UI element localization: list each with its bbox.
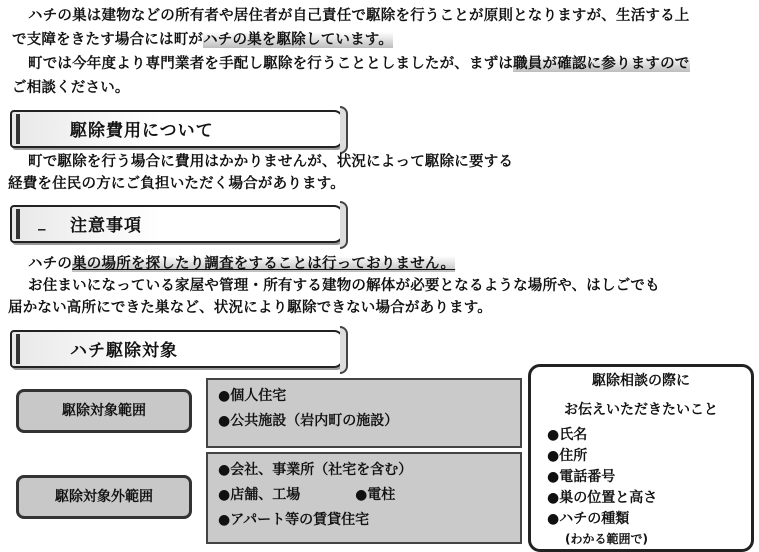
- contact-title-2: お伝えいただきたいこと: [564, 402, 718, 418]
- list-item: ●氏名: [547, 427, 588, 443]
- caution-line-1: ハチの巣の場所を探したり調査をすることは行っておりません。: [28, 256, 456, 272]
- intro-line-1: ハチの巣は建物などの所有者や居住者が自己責任で駆除を行うことが原則となりますが、生活する上: [28, 8, 690, 24]
- list-item: ●巣の位置と高さ: [547, 490, 658, 506]
- cost-line-1: 町で駆除を行う場合に費用はかかりませんが、状況によって駆除に要する: [28, 154, 514, 170]
- intro-line-3: 町では今年度より専門業者を手配し駆除を行うこととしましたが、まずは職員が確認に参りますので: [28, 56, 690, 72]
- list-item: ●住所: [547, 448, 588, 464]
- list-item: ●電柱: [355, 487, 396, 503]
- cost-section-banner: [10, 110, 344, 148]
- scope-in-list: [206, 378, 522, 448]
- list-item: ●ハチの種類: [547, 511, 630, 527]
- cost-line-2: 経費を住民の方にご負担いただく場合があります。: [8, 176, 345, 192]
- target-section-title: ハチ駆除対象: [70, 341, 178, 361]
- contact-note: (わかる範囲で): [565, 532, 648, 546]
- list-item: ●電話番号: [547, 469, 616, 485]
- contact-list: [547, 425, 751, 530]
- scope-out-label: 駆除対象外範囲: [16, 475, 192, 519]
- cost-section-title: 駆除費用について: [70, 121, 214, 141]
- caution-marker: _: [38, 213, 47, 231]
- caution-section-banner: [10, 205, 344, 243]
- list-item: ●公共施設（岩内町の施設）: [218, 413, 399, 429]
- scope-out-list: [206, 452, 522, 544]
- scope-in-label: 駆除対象範囲: [16, 389, 192, 433]
- target-section-banner: [10, 330, 344, 368]
- list-item: ●個人住宅: [218, 388, 287, 404]
- intro-line-4: ご相談ください。: [12, 80, 130, 96]
- list-item: ●会社、事業所（社宅を含む）: [218, 462, 413, 478]
- caution-line-2: お住まいになっている家屋や管理・所有する建物の解体が必要となるような場所や、はしごでも: [28, 278, 660, 294]
- list-item: ●店舗、工場: [218, 487, 301, 503]
- caution-section-title: 注意事項: [70, 216, 142, 236]
- caution-line-3: 届かない高所にできた巣など、状況により駆除できない場合があります。: [8, 300, 492, 316]
- list-item-row: [208, 483, 520, 508]
- contact-title-1: 駆除相談の際に: [592, 373, 690, 389]
- intro-line-2: で支障をきたす場合には町がハチの巣を駆除しています。: [12, 32, 394, 48]
- contact-info-box: [528, 364, 754, 552]
- list-item: ●アパート等の賃貸住宅: [218, 512, 370, 528]
